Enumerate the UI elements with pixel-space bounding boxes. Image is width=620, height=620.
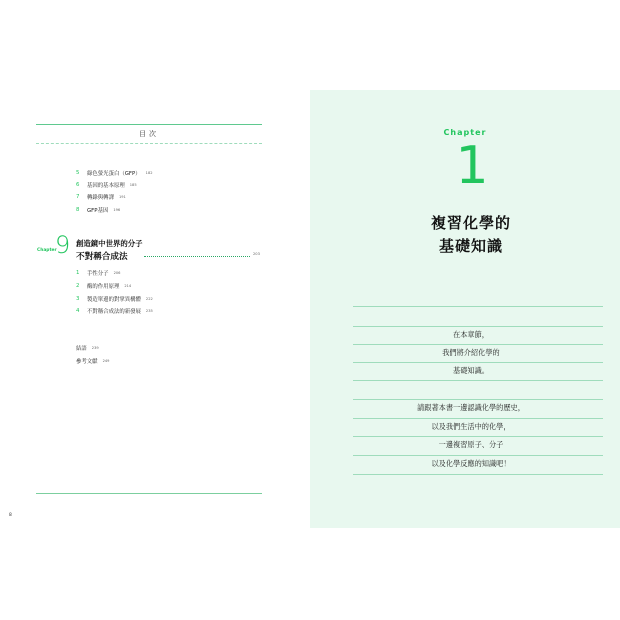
intro-line: 在本章節，: [453, 330, 489, 339]
toc-entry-page: 196: [113, 208, 121, 212]
toc-entry-number: 3: [76, 296, 80, 302]
page-number: 8: [9, 513, 12, 518]
toc-entry-number: 1: [76, 270, 80, 276]
toc-entry-title: 結語: [76, 346, 87, 352]
toc-top-rule: [36, 124, 262, 125]
toc-entry-title: GFP基因: [87, 208, 109, 214]
toc-entry-page: 239: [91, 346, 99, 350]
chapter-1-label: Chapter: [443, 128, 487, 137]
ruled-line: [353, 399, 603, 400]
ruled-line: [353, 455, 603, 456]
toc-entry-page: 206: [113, 271, 121, 275]
toc-bottom-rule: [36, 493, 262, 494]
toc-entry-title: 不對稱合成法的新發展: [87, 309, 141, 315]
ruled-line: [353, 380, 603, 381]
toc-entry-title: 製造單邊的對掌異構體: [87, 297, 141, 303]
toc-entry[interactable]: [76, 168, 153, 178]
chapter-9-label: Chapter: [37, 248, 57, 253]
toc-appendix-entry[interactable]: [76, 356, 109, 366]
chapter-1-title-line2: 基礎知識: [438, 237, 503, 255]
intro-line: 請跟著本書一邊認識化學的歷史，: [417, 403, 525, 412]
toc-dashed-rule: [36, 143, 262, 144]
ruled-line: [353, 418, 603, 419]
chapter-9-number: 9: [55, 231, 71, 259]
toc-entry-page: 249: [102, 359, 110, 363]
toc-entry-page: 235: [145, 309, 153, 313]
toc-entry[interactable]: [76, 180, 137, 190]
intro-line: 我們將介紹化學的: [442, 348, 500, 357]
toc-entry-title: 綠色螢光蛋白（GFP）: [87, 171, 141, 177]
toc-entry-title: 參考文獻: [76, 359, 98, 365]
ruled-line: [353, 344, 603, 345]
toc-entry-page: 214: [124, 284, 132, 288]
left-page-toc: [0, 0, 300, 620]
toc-entry-page: 222: [145, 297, 153, 301]
toc-entry[interactable]: [76, 294, 153, 304]
toc-entry-page: 182: [145, 171, 153, 175]
toc-entry-page: 185: [129, 183, 137, 187]
chapter-9-page: 203: [253, 252, 260, 256]
toc-entry[interactable]: [76, 192, 126, 202]
ruled-line: [353, 362, 603, 363]
toc-entry[interactable]: [76, 268, 120, 278]
chapter-9-title-line2[interactable]: 不對稱合成法: [76, 252, 128, 262]
toc-entry[interactable]: [76, 306, 153, 316]
intro-line: 以及我們生活中的化學，: [431, 422, 511, 431]
ruled-line: [353, 326, 603, 327]
ruled-line: [353, 306, 603, 307]
chapter-9-leader-dots: [144, 256, 250, 257]
chapter-1-number: 1: [455, 136, 489, 196]
ruled-line: [353, 436, 603, 437]
intro-line: 一邊複習原子、分子: [438, 440, 504, 449]
toc-entry-title: 酶的作用原理: [87, 284, 120, 290]
toc-entry-page: 191: [118, 195, 126, 199]
toc-entry-title: 基因的基本原理: [87, 183, 125, 189]
toc-entry-number: 4: [76, 308, 80, 314]
right-page-chapter-opener: [310, 90, 620, 528]
intro-line: 以及化學反應的知識吧！: [431, 459, 511, 468]
toc-appendix-entry[interactable]: [76, 343, 99, 353]
toc-entry-number: 6: [76, 182, 80, 188]
toc-entry[interactable]: [76, 205, 120, 215]
toc-entry-number: 7: [76, 194, 80, 200]
toc-entry[interactable]: [76, 281, 131, 291]
toc-entry-title: 轉錄與轉譯: [87, 195, 114, 201]
toc-entry-number: 2: [76, 283, 80, 289]
chapter-1-title-line1: 複習化學的: [430, 214, 511, 232]
toc-title: 目次: [139, 130, 159, 138]
toc-entry-title: 手性分子: [87, 271, 109, 277]
toc-entry-number: 8: [76, 207, 80, 213]
chapter-9-title-line1[interactable]: 創造鏡中世界的分子: [76, 239, 143, 248]
ruled-line: [353, 474, 603, 475]
intro-line: 基礎知識。: [453, 366, 489, 375]
toc-entry-number: 5: [76, 170, 80, 176]
